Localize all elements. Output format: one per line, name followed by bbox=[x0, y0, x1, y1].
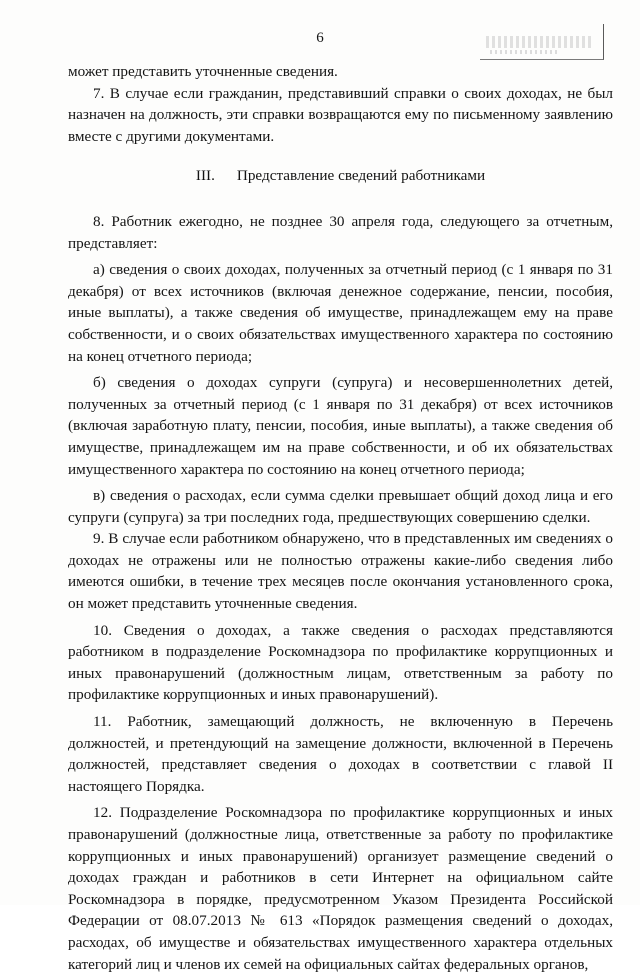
paragraph-12: 12. Подразделение Роскомнадзора по профилактике коррупционных и иных правонарушений (должностные лица, ответственные за работу по профилактике коррупционных и иных правонарушений) организует размещение сведений о доходах граждан и работников в сети Интернет на официальном сайте Роскомнадзора в порядке, предусмотренном Указом Президента Российской Федерации от 08.07.2013 № 613 «Порядок размещения сведений о доходах, расходах, об имуществе и обязательствах имущественного характера отдельных категорий лиц и членов их семей на официальных сайтах федеральных органов, bbox=[68, 804, 613, 973]
paragraph-continuation: может представить уточненные сведения. bbox=[68, 63, 338, 80]
section-number: III. bbox=[195, 167, 215, 185]
document-body bbox=[68, 61, 613, 975]
section-heading bbox=[68, 165, 613, 187]
paragraph-8a: а) сведения о своих доходах, полученных за отчетный период (с 1 января по 31 декабря) от всех источников (включая денежное содержание, пенсии, пособия, иные выплаты), а также сведения об имуществе, принадлежащем ему на праве собственности, и о своих обязательствах имущественного характера по состоянию на конец отчетного периода; bbox=[68, 261, 613, 365]
paragraph-7: 7. В случае если гражданин, представивший справки о своих доходах, не был назначен на должность, эти справки возвращаются ему по письменному заявлению вместе с другими документами. bbox=[68, 84, 613, 145]
page-number: 6 bbox=[316, 30, 324, 46]
paragraph-8: 8. Работник ежегодно, не позднее 30 апреля года, следующего за отчетным, представляет: bbox=[68, 212, 613, 252]
paragraph-9: 9. В случае если работником обнаружено, что в представленных им сведениях о доходах не отражены или не полностью отражены какие-либо сведения либо имеются ошибки, в течение трех месяцев после окончания установленного срока, он может представить уточненные сведения. bbox=[68, 530, 613, 613]
registration-stamp bbox=[480, 24, 604, 60]
paragraph-11: 11. Работник, замещающий должность, не включенную в Перечень должностей, и претендующий на замещение должности, включенной в Перечень должностей, представляет сведения о доходах в соответствии с главой II настоящего Порядка. bbox=[68, 713, 613, 795]
paragraph-10: 10. Сведения о доходах, а также сведения о расходах представляются работником в подразделение Роскомнадзора по профилактике коррупционных и иных правонарушений (должностным лицам, ответственным за работу по профилактике коррупционных и иных правонарушений). bbox=[68, 621, 613, 704]
paragraph-8c: в) сведения о расходах, если сумма сделки превышает общий доход лица и его супруги (супруга) за три последних года, предшествующих совершению сделки. bbox=[68, 487, 613, 526]
paragraph-8b: б) сведения о доходах супруги (супруга) и несовершеннолетних детей, полученных за отчетный период (с 1 января по 31 декабря) от всех источников (включая заработную плату, пенсии, пособия, иные выплаты), а также сведения об имуществе, принадлежащем им на праве собственности, и об их обязательствах имущественного характера по состоянию на конец отчетного периода; bbox=[68, 374, 613, 478]
section-title: Представление сведений работниками bbox=[236, 167, 486, 185]
